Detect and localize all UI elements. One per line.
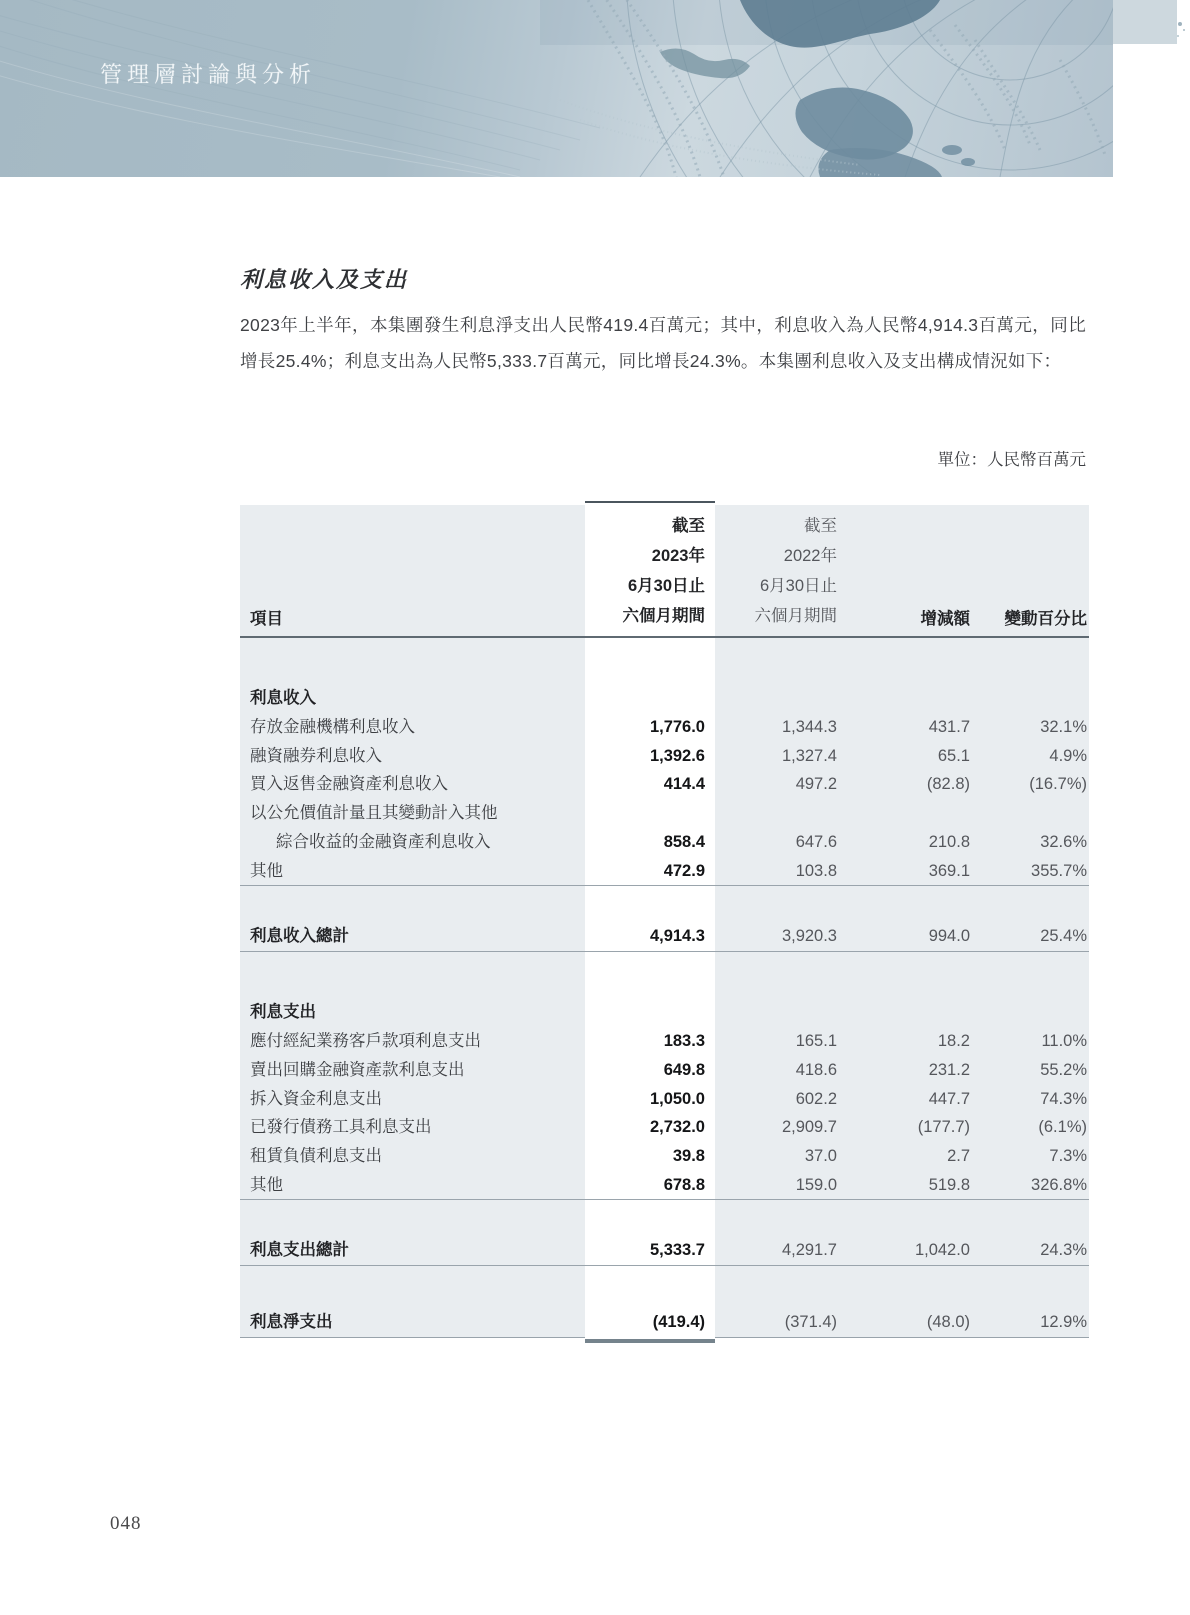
value-2022: 497.2 <box>795 775 837 794</box>
row-label: 利息支出 <box>250 1003 316 1022</box>
table-row <box>240 1113 1089 1142</box>
value-delta: 447.7 <box>928 1089 970 1108</box>
value-pct: 32.6% <box>1040 832 1087 851</box>
row-label: 賣出回購金融資產款利息支出 <box>250 1060 465 1079</box>
value-2023: 4,914.3 <box>649 927 705 946</box>
value-pct: (6.1%) <box>1038 1118 1087 1137</box>
value-2023: 678.8 <box>663 1175 705 1194</box>
page-banner <box>0 0 1113 177</box>
value-2022: 37.0 <box>804 1147 837 1166</box>
value-2023 <box>585 998 715 1027</box>
value-delta: 231.2 <box>928 1060 970 1079</box>
value-pct: 7.3% <box>1049 1147 1087 1166</box>
value-2022: 4,291.7 <box>781 1241 837 1260</box>
value-2023: 5,333.7 <box>649 1241 705 1260</box>
row-label: 以公允價值計量且其變動計入其他 <box>250 804 498 823</box>
value-2022: 1,344.3 <box>781 718 837 736</box>
table-row <box>240 1308 1089 1337</box>
value-pct: 25.4% <box>1040 927 1087 946</box>
value-2023 <box>585 684 715 713</box>
value-pct: 55.2% <box>1040 1060 1087 1079</box>
value-2022 <box>715 684 847 713</box>
header-item: 項目 <box>250 610 283 628</box>
table-spacer-row <box>240 886 1089 922</box>
row-label: 已發行債務工具利息支出 <box>250 1118 432 1137</box>
value-2023: 183.3 <box>663 1032 705 1051</box>
value-2022: 3,920.3 <box>781 927 837 946</box>
table-spacer-row <box>240 638 1089 684</box>
header-period-2022: 截至 2022年 6月30日止 六個月期間 <box>754 517 837 625</box>
value-2023: 472.9 <box>663 861 705 880</box>
value-delta: (177.7) <box>917 1118 970 1137</box>
interest-table <box>240 505 1089 1338</box>
value-2022: 602.2 <box>795 1089 837 1108</box>
row-label: 買入返售金融資產利息收入 <box>250 775 448 794</box>
intro-paragraph: 2023年上半年，本集團發生利息淨支出人民幣419.4百萬元；其中，利息收入為人民幣4,914.3百萬元，同比增長25.4%；利息支出為人民幣5,333.7百萬元，同比增長24.3%。本集團利息收入及支出構成情況如下： <box>240 315 1086 371</box>
highlight-column-bottom-bar <box>585 1339 715 1343</box>
value-pct <box>980 998 1089 1027</box>
value-pct <box>980 684 1089 713</box>
header-delta: 增減額 <box>920 610 970 628</box>
value-delta: 431.7 <box>928 718 970 736</box>
value-pct: 326.8% <box>1031 1175 1087 1194</box>
header-period-2023: 截至 2023年 6月30日止 六個月期間 <box>622 517 705 625</box>
value-2022: 1,327.4 <box>781 746 837 765</box>
table-row <box>240 1142 1089 1171</box>
value-2022: 2,909.7 <box>781 1118 837 1137</box>
table-row <box>240 684 1089 713</box>
table-row <box>240 857 1089 887</box>
row-label: 利息支出總計 <box>250 1241 349 1260</box>
value-2023: 858.4 <box>663 832 705 851</box>
row-label: 其他 <box>250 1175 283 1194</box>
value-2023: 2,732.0 <box>649 1118 705 1137</box>
value-pct: 11.0% <box>1041 1032 1087 1051</box>
unit-label: 單位：人民幣百萬元 <box>937 451 1086 469</box>
value-2022: (371.4) <box>784 1313 837 1332</box>
row-label: 租賃負債利息支出 <box>250 1147 382 1166</box>
value-2023: (419.4) <box>652 1313 705 1332</box>
value-delta: 994.0 <box>928 927 970 946</box>
banner-title: 管理層討論與分析 <box>100 62 317 87</box>
value-2023: 1,392.6 <box>649 746 705 765</box>
value-delta <box>847 799 980 828</box>
section-title: 利息收入及支出 <box>240 267 409 292</box>
value-2023 <box>585 799 715 828</box>
table-row <box>240 922 1089 952</box>
value-delta: (82.8) <box>926 775 970 794</box>
table-row <box>240 799 1089 828</box>
value-pct: 12.9% <box>1040 1313 1087 1332</box>
banner-speckle-decoration <box>1178 22 1182 26</box>
value-pct: 24.3% <box>1040 1241 1087 1260</box>
value-2022 <box>715 998 847 1027</box>
table-body <box>240 638 1089 1337</box>
value-2022: 159.0 <box>795 1175 837 1194</box>
table-row <box>240 1171 1089 1201</box>
row-label: 應付經紀業務客戶款項利息支出 <box>250 1032 481 1051</box>
header-pct: 變動百分比 <box>1004 610 1087 628</box>
value-2023: 1,050.0 <box>649 1089 705 1108</box>
table-spacer-row <box>240 1266 1089 1308</box>
value-pct: 74.3% <box>1040 1089 1087 1108</box>
row-label: 利息收入總計 <box>250 927 349 946</box>
value-2022: 418.6 <box>795 1060 837 1079</box>
value-delta: (48.0) <box>926 1313 970 1332</box>
value-2023: 414.4 <box>663 775 705 794</box>
table-spacer-row <box>240 952 1089 998</box>
table-spacer-row <box>240 1200 1089 1236</box>
table-row <box>240 998 1089 1027</box>
value-pct <box>980 799 1089 828</box>
value-delta: 2.7 <box>947 1147 970 1166</box>
row-label: 利息淨支出 <box>250 1313 333 1332</box>
value-delta <box>847 998 980 1027</box>
value-delta: 1,042.0 <box>914 1241 970 1260</box>
table-row <box>240 1027 1089 1056</box>
table-row <box>240 1085 1089 1114</box>
value-pct: (16.7%) <box>1029 775 1087 794</box>
value-2022 <box>715 799 847 828</box>
value-delta: 65.1 <box>937 746 970 765</box>
table-row <box>240 1236 1089 1266</box>
table-row <box>240 770 1089 799</box>
value-2022: 647.6 <box>795 832 837 851</box>
row-label: 利息收入 <box>250 689 316 707</box>
value-delta <box>847 684 980 713</box>
row-label: 其他 <box>250 861 283 880</box>
value-pct: 4.9% <box>1049 746 1087 765</box>
value-delta: 369.1 <box>928 861 970 880</box>
row-label: 綜合收益的金融資產利息收入 <box>276 832 491 851</box>
row-label: 拆入資金利息支出 <box>250 1089 382 1108</box>
value-2023: 39.8 <box>672 1147 705 1166</box>
row-label: 融資融券利息收入 <box>250 746 382 765</box>
table-row <box>240 828 1089 857</box>
value-2022: 103.8 <box>795 861 837 880</box>
table-row <box>240 1056 1089 1085</box>
page-number: 048 <box>110 1513 142 1534</box>
row-label: 存放金融機構利息收入 <box>250 718 415 736</box>
table-row <box>240 713 1089 742</box>
value-delta: 519.8 <box>928 1175 970 1194</box>
value-2023: 1,776.0 <box>649 718 705 736</box>
table-header-row <box>240 505 1089 638</box>
table-row <box>240 742 1089 771</box>
value-delta: 210.8 <box>928 832 970 851</box>
value-delta: 18.2 <box>937 1032 970 1051</box>
value-pct: 32.1% <box>1040 718 1087 736</box>
value-2023: 649.8 <box>663 1060 705 1079</box>
banner-corner-band <box>1113 0 1177 44</box>
value-2022: 165.1 <box>795 1032 837 1051</box>
value-pct: 355.7% <box>1031 861 1087 880</box>
